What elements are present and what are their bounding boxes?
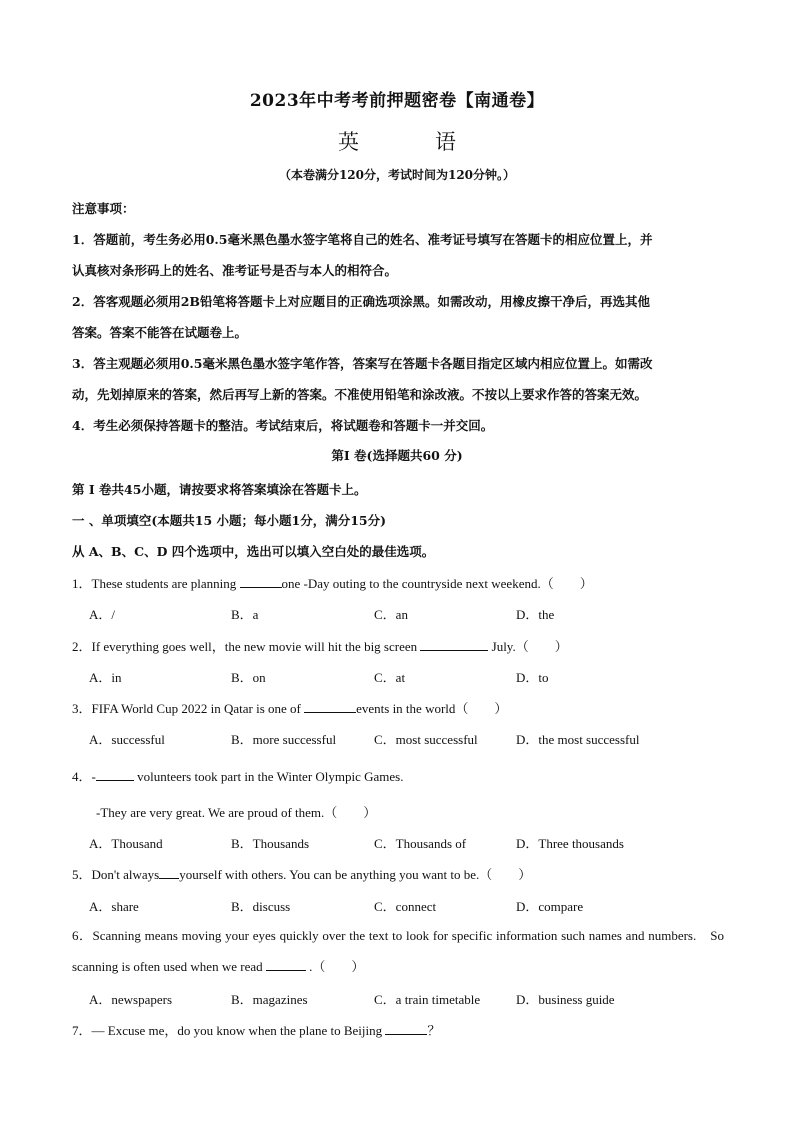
notes-line: 3．答主观题必须用0.5毫米黑色墨水签字笔作答，答案写在答题卡各题目指定区域内相应位置上。如需改 [72,356,653,371]
option-b: B．a [231,607,259,622]
option-d: D．compare [516,899,584,914]
question-stem [72,920,724,982]
question-stem [72,573,724,592]
section-heading: 一 、单项填空(本题共15 小题；每小题1分，满分15分) [72,513,387,528]
question-1 [72,573,724,592]
stem-text: one -Day outing to the countryside next weekend.（ ） [281,576,593,591]
option-b: B．Thousands [231,836,310,851]
option-a: A．/ [89,607,116,622]
exam-title: 2023年中考考前押题密卷【南通卷】 [249,91,545,111]
notes-line: 1．答题前，考生务必用0.5毫米黑色墨水签字笔将自己的姓名、准考证号填写在答题卡的相应位置上，并 [72,232,653,247]
option-a: A．Thousand [89,836,163,851]
notes-section [72,198,724,446]
question-4 [72,766,724,821]
section-instruction: 从 A、B、C、D 四个选项中，选出可以填入空白处的最佳选项。 [72,544,435,559]
subject-title [0,126,794,156]
answer-blank [420,638,488,651]
subject-char-1: 英 [338,130,359,154]
notes-line: 认真核对条形码上的姓名、准考证号是否与本人的相符合。 [72,263,398,278]
stem-text: 3．FIFA World Cup 2022 in Qatar is one of [72,701,305,716]
answer-blank [159,866,179,879]
stem-text: 7．— Excuse me，do you know when the plane to Beijing [72,1023,386,1038]
question-2 [72,636,724,655]
option-c: C．Thousands of [374,836,467,851]
option-c: C．connect [374,899,437,914]
option-a: A．in [89,670,122,685]
stem-text: 5．Don't always [72,867,160,882]
option-a: A．successful [89,732,165,747]
question-5 [72,864,724,883]
answer-blank [266,958,306,971]
part1-intro: 第 I 卷共45小题，请按要求将答案填涂在答题卡上。 [72,482,367,497]
stem-text: ？ [427,1023,441,1038]
option-b: B．magazines [231,992,308,1007]
option-c: C．most successful [374,732,478,747]
stem-text: 4．- [72,769,96,784]
question-3 [72,698,724,717]
option-c: C．at [374,670,406,685]
answer-blank [96,768,134,781]
option-c: C．a train timetable [374,992,481,1007]
part1-heading: 第I 卷(选择题共60 分) [331,448,463,463]
stem-text: 1．These students are planning [72,576,240,591]
option-b: B．discuss [231,899,291,914]
question-stem [72,636,724,655]
question-stem [72,698,724,717]
stem-text: events in the world（ ） [356,701,508,716]
answer-blank [385,1022,427,1035]
question-stem [72,864,724,883]
option-b: B．on [231,670,266,685]
stem-text: July.（ ） [488,639,568,654]
option-d: D．the [516,607,555,622]
question-response: -They are very great. We are proud of them.（ ） [96,805,377,820]
answer-blank [304,700,356,713]
answer-blank [240,575,282,588]
option-c: C．an [374,607,408,622]
notes-heading: 注意事项： [72,201,135,216]
option-d: D．the most successful [516,732,640,747]
notes-line: 答案。答案不能答在试题卷上。 [72,325,248,340]
option-a: A．newspapers [89,992,173,1007]
stem-text: 6．Scanning means moving your eyes quickly over the text to look for specific information such names and numbers. So scanning is often used when we read [72,928,724,974]
stem-text: yourself with others. You can be anything you want to be.（ ） [179,867,532,882]
question-stem [72,766,724,785]
question-7 [72,1020,724,1039]
option-a: A．share [89,899,139,914]
option-d: D．business guide [516,992,615,1007]
stem-text: 2．If everything goes well，the new movie will hit the big screen [72,639,421,654]
question-6 [72,920,724,982]
question-stem [72,1020,724,1039]
notes-line: 2．答客观题必须用2B铅笔将答题卡上对应题目的正确选项涂黑。如需改动，用橡皮擦干净后，再选其他 [72,294,650,309]
option-b: B．more successful [231,732,337,747]
option-d: D．to [516,670,549,685]
subject-char-2: 语 [435,130,456,154]
notes-line: 动，先划掉原来的答案，然后再写上新的答案。不准使用铅笔和涂改液。不按以上要求作答的答案无效。 [72,387,648,402]
option-d: D．Three thousands [516,836,624,851]
stem-text: .（ ） [305,959,365,974]
notes-line: 4．考生必须保持答题卡的整洁。考试结束后，将试题卷和答题卡一并交回。 [72,418,494,433]
stem-text: volunteers took part in the Winter Olympic Games. [133,769,404,784]
exam-meta: （本卷满分120分，考试时间为120分钟。） [278,168,516,182]
